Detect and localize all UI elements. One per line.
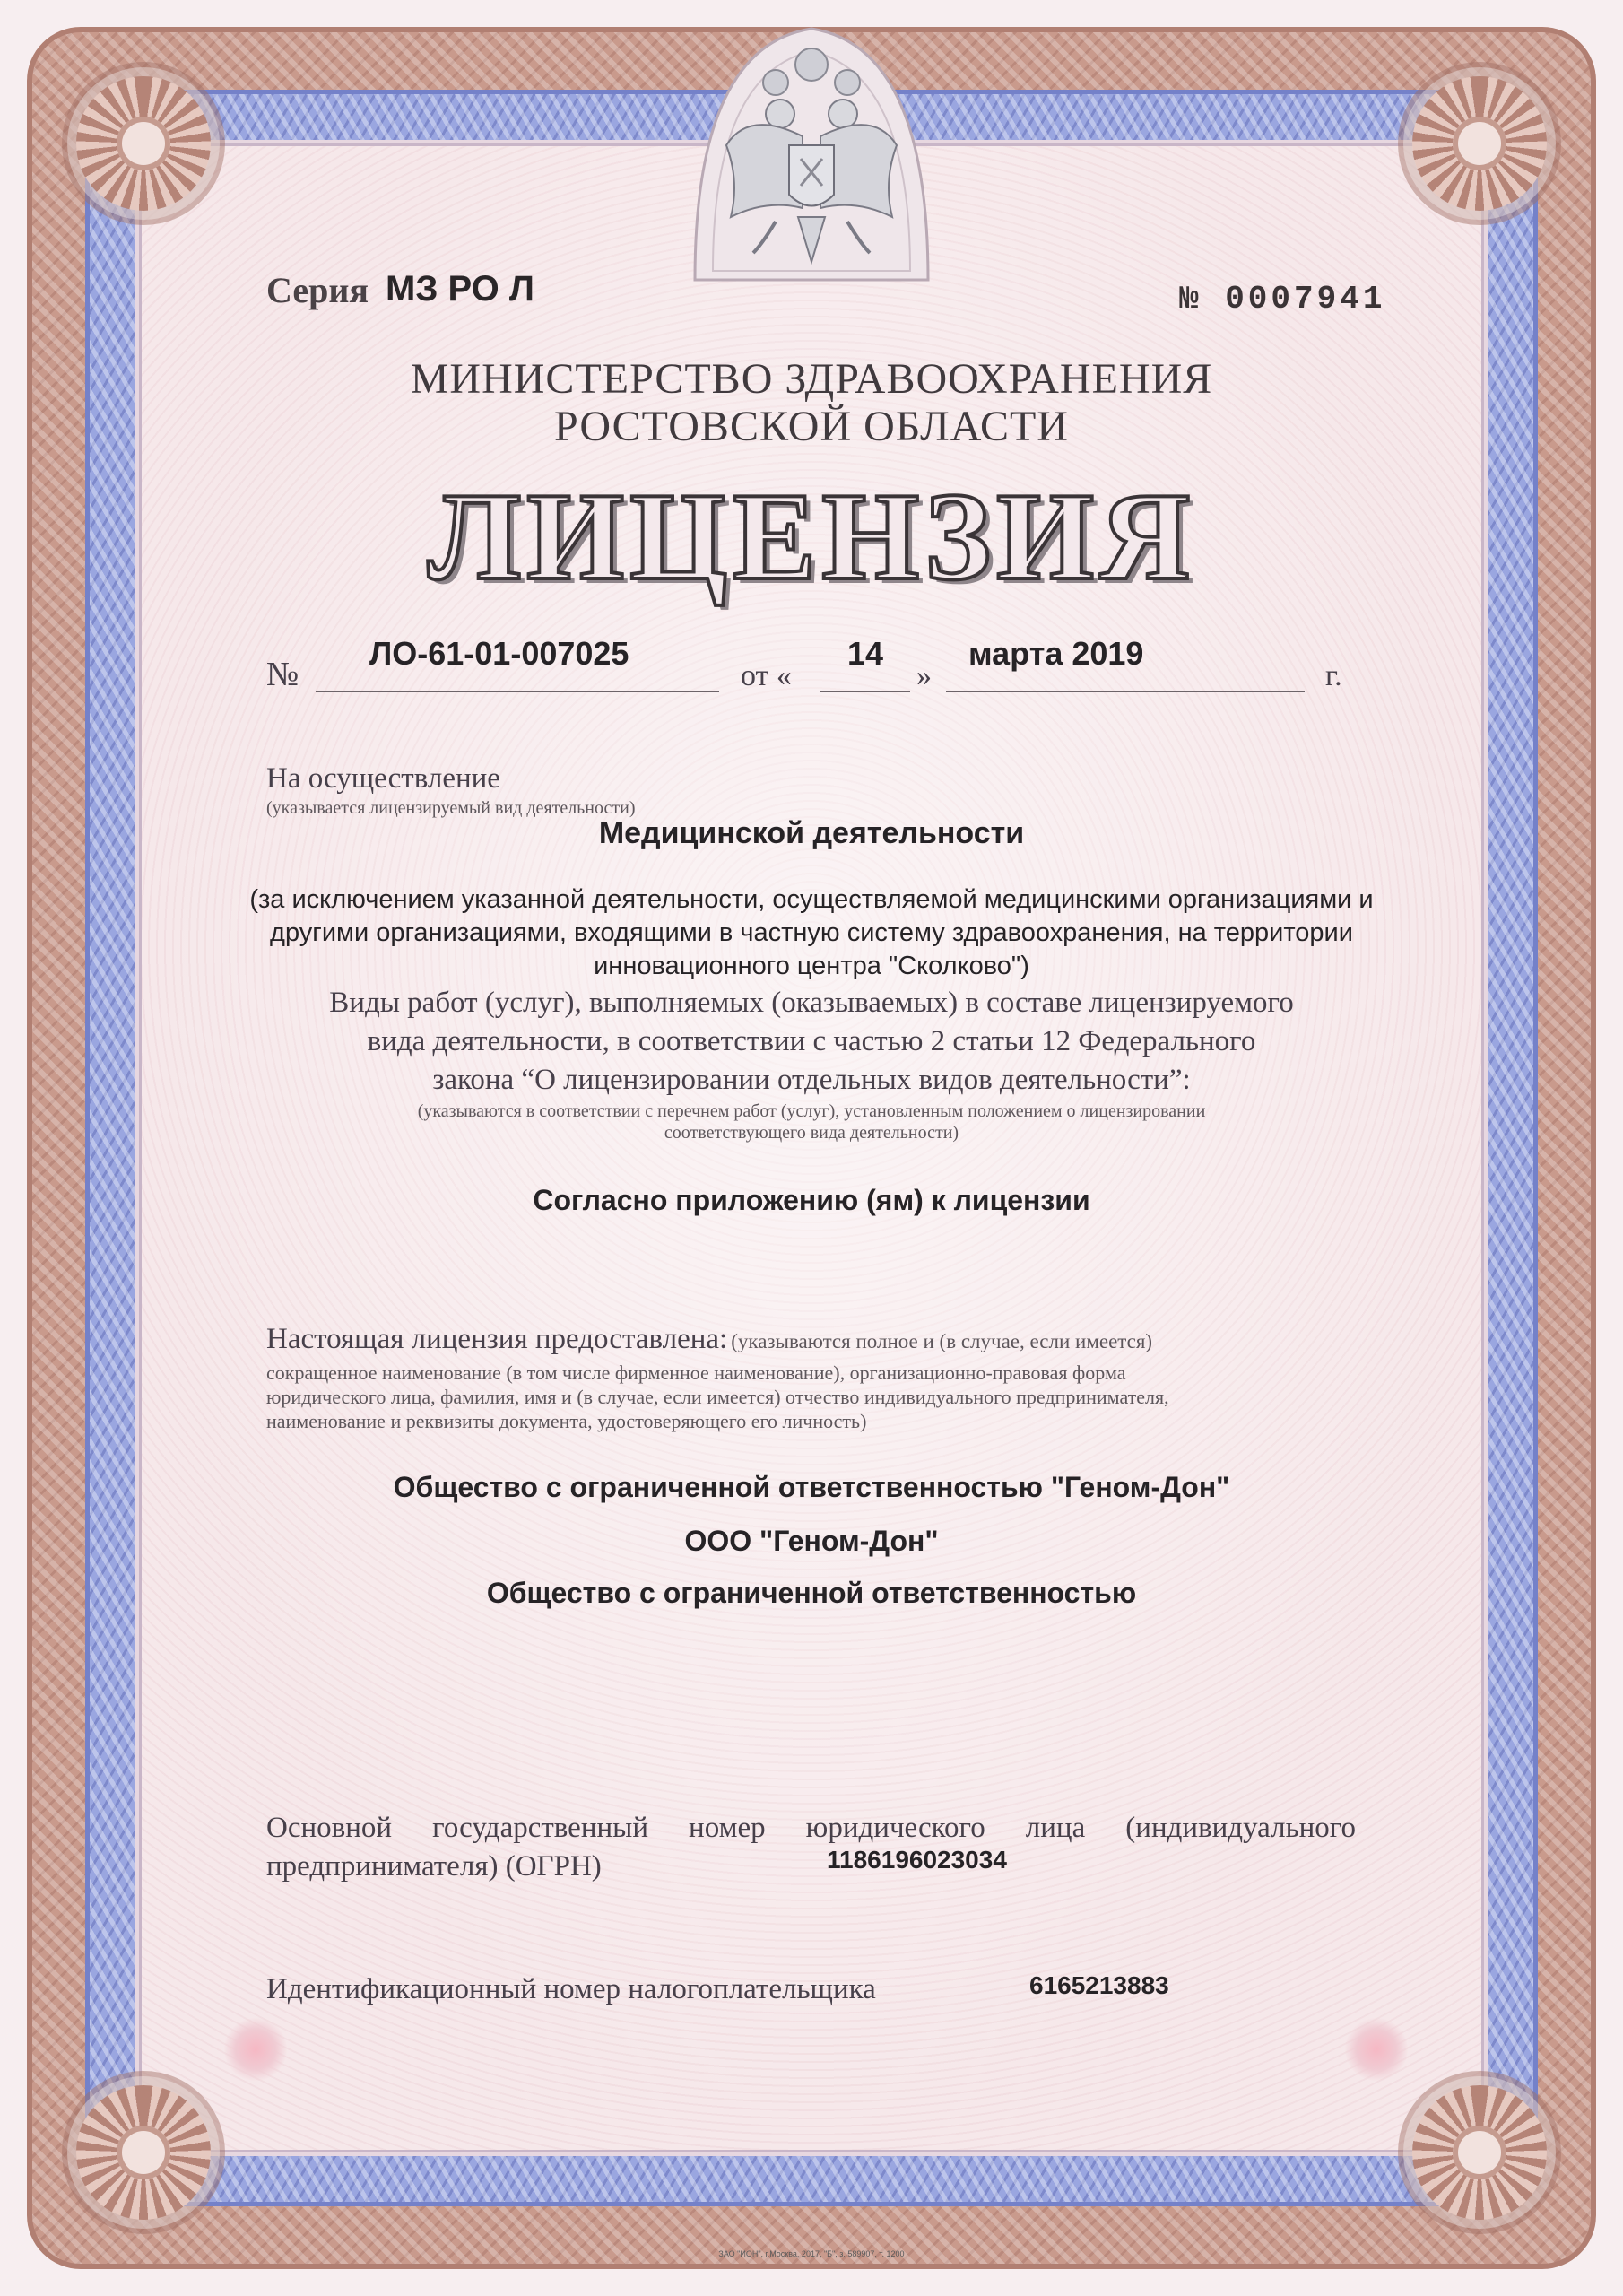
- corner-rosette-icon: [76, 76, 211, 211]
- activity-name: Медицинской деятельности: [598, 816, 1025, 850]
- works-text-line3: закона “О лицензировании отдельных видов деятельности”:: [432, 1064, 1191, 1096]
- works-note-line2: соответствующего вида деятельности): [664, 1123, 959, 1143]
- corner-rosette-icon: [76, 2085, 211, 2220]
- security-spot-icon: [224, 2018, 287, 2081]
- quote-close: »: [916, 659, 932, 692]
- from-label: от «: [741, 659, 792, 692]
- corner-rosette-icon: [1412, 76, 1547, 211]
- security-spot-icon: [1345, 2018, 1408, 2081]
- year-suffix: г.: [1325, 659, 1342, 692]
- holder-full-name: Общество с ограниченной ответственностью "Геном-Дон": [393, 1471, 1230, 1503]
- form-number: № 0007941: [1179, 281, 1386, 317]
- works-value: Согласно приложению (ям) к лицензии: [533, 1184, 1090, 1216]
- corner-rosette-icon: [1412, 2085, 1547, 2220]
- license-number-underline: [316, 691, 719, 692]
- ogrn-label-line2: предпринимателя) (ОГРН): [266, 1850, 602, 1883]
- inn-value: 6165213883: [1029, 1971, 1169, 1999]
- holder-note-line2: сокращенное наименование (в том числе фирменное наименование), организационно-правовая форма: [266, 1361, 1126, 1384]
- series-label: Серия: [266, 270, 369, 310]
- holder-note-inline: (указываются полное и (в случае, если имеется): [731, 1330, 1153, 1352]
- license-day: 14: [847, 635, 884, 672]
- holder-label: Настоящая лицензия предоставлена:: [266, 1323, 728, 1355]
- works-text-line2: вида деятельности, в соответствии с частью 2 статьи 12 Федерального: [367, 1025, 1256, 1057]
- inn-label: Идентификационный номер налогоплательщика: [266, 1973, 876, 2005]
- number-sign: №: [266, 656, 299, 693]
- holder-legal-form: Общество с ограниченной ответственностью: [486, 1577, 1137, 1609]
- printer-note: ЗАО "ИОН", г.Москва, 2017, "Б", з. 589907, т. 1200: [718, 2249, 905, 2258]
- day-underline: [820, 691, 910, 692]
- ogrn-label-line1: Основной государственный номер юридического лица (индивидуального: [266, 1812, 1356, 1844]
- ministry-name-line2: РОСТОВСКОЙ ОБЛАСТИ: [554, 403, 1069, 450]
- holder-note-line3: юридического лица, фамилия, имя и (в случае, если имеется) отчество индивидуального предпринимателя,: [266, 1386, 1169, 1408]
- document-title: ЛИЦЕНЗИЯ: [427, 467, 1196, 606]
- series-value: МЗ РО Л: [386, 269, 534, 309]
- month-year-underline: [946, 691, 1305, 692]
- ministry-name-line1: МИНИСТЕРСТВО ЗДРАВООХРАНЕНИЯ: [410, 355, 1213, 403]
- coat-of-arms-icon: [677, 11, 946, 298]
- license-number: ЛО-61-01-007025: [369, 635, 629, 672]
- activity-label: На осуществление: [266, 762, 500, 795]
- ogrn-value: 1186196023034: [827, 1846, 1007, 1874]
- license-month-year: марта 2019: [968, 635, 1144, 672]
- activity-note: (указывается лицензируемый вид деятельности): [266, 798, 636, 818]
- works-note-line1: (указываются в соответствии с перечнем работ (услуг), установленным положением о лицензировании: [417, 1101, 1206, 1121]
- holder-short-name: ООО "Геном-Дон": [684, 1525, 939, 1557]
- works-text-line1: Виды работ (услуг), выполняемых (оказываемых) в составе лицензируемого: [329, 987, 1294, 1019]
- holder-note-line4: наименование и реквизиты документа, удостоверяющего его личность): [266, 1410, 867, 1432]
- activity-exclusion: (за исключением указанной деятельности, осуществляемой медицинскими организациями и другими организациями, входящими в частную систему здравоохранения, на территории инновационного центра "Сколково"): [249, 885, 1374, 980]
- holder-label-row: [266, 1323, 1356, 1356]
